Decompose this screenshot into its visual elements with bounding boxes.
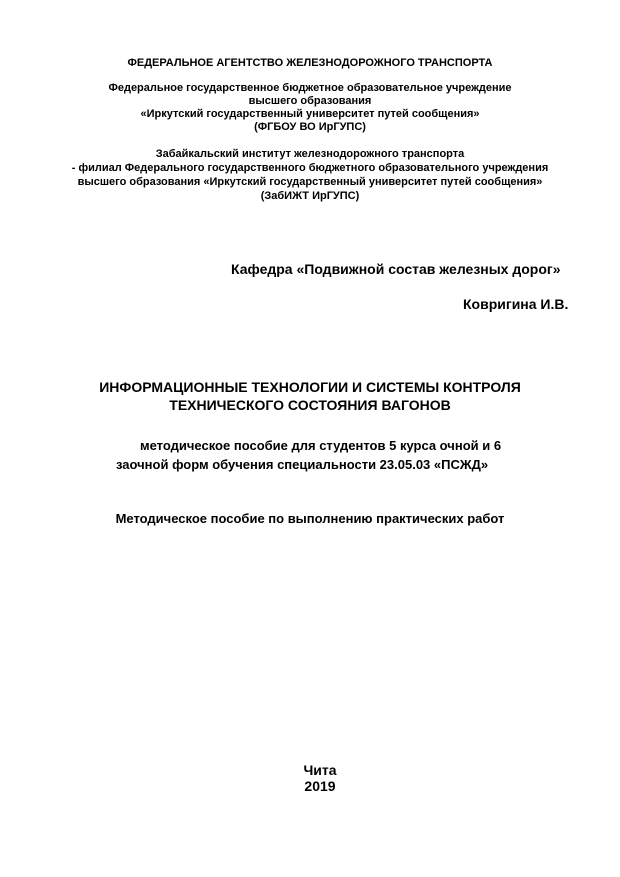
subtitle-line-1: методическое пособие для студентов 5 курса очной и 6 xyxy=(140,438,502,453)
branch-line-1: Забайкальский институт железнодорожного транспорта xyxy=(155,148,465,160)
document-title-line-2: ТЕХНИЧЕСКОГО СОСТОЯНИЯ ВАГОНОВ xyxy=(169,397,451,413)
branch-line-3: высшего образования «Иркутский государственный университет путей сообщения» xyxy=(77,176,543,188)
agency-name: ФЕДЕРАЛЬНОЕ АГЕНТСТВО ЖЕЛЕЗНОДОРОЖНОГО ТРАНСПОРТА xyxy=(127,57,493,69)
subtitle-line-2: заочной форм обучения специальности 23.05.03 «ПСЖД» xyxy=(116,457,489,472)
year: 2019 xyxy=(304,778,336,794)
institution-line-2: высшего образования xyxy=(248,95,372,107)
institution-abbreviation: (ФГБОУ ВО ИрГУПС) xyxy=(254,121,366,133)
city: Чита xyxy=(303,762,337,778)
branch-line-2: - филиал Федерального государственного бюджетного образовательного учреждения xyxy=(71,162,549,174)
document-description: Методическое пособие по выполнению практических работ xyxy=(115,511,505,526)
institution-line-3: «Иркутский государственный университет путей сообщения» xyxy=(140,108,480,120)
department-name: Кафедра «Подвижной состав железных дорог» xyxy=(231,261,561,277)
institution-line-1: Федеральное государственное бюджетное образовательное учреждение xyxy=(108,82,512,94)
branch-abbreviation: (ЗабИЖТ ИрГУПС) xyxy=(260,190,360,202)
document-title-line-1: ИНФОРМАЦИОННЫЕ ТЕХНОЛОГИИ И СИСТЕМЫ КОНТРОЛЯ xyxy=(99,379,521,395)
author-name: Ковригина И.В. xyxy=(463,296,569,312)
